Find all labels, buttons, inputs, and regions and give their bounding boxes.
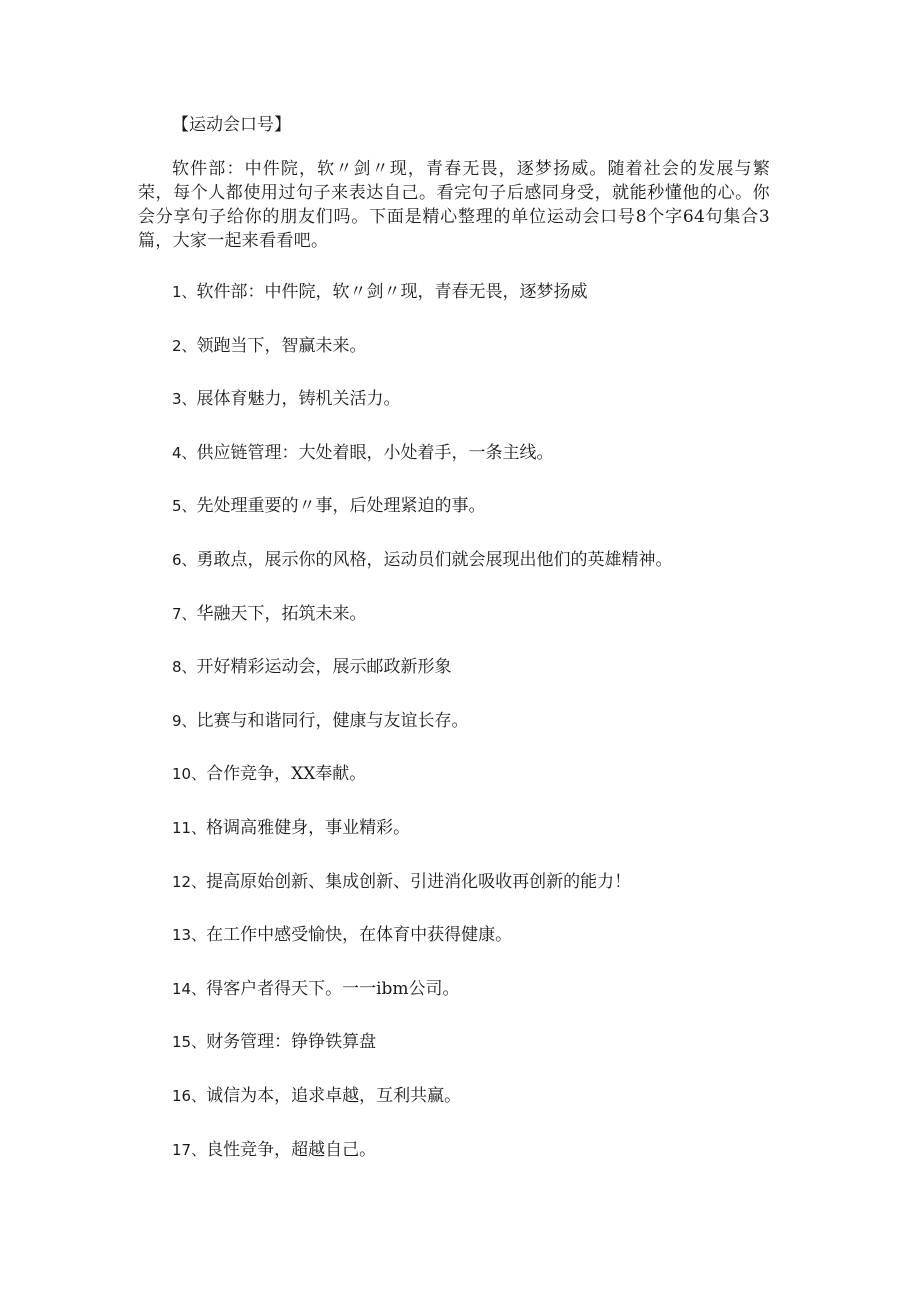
document-title: 【运动会口号】 [172, 115, 291, 135]
slogan-number: 8、 [172, 658, 197, 677]
slogan-text: 软件部：中件院，软〃剑〃现，青春无畏，逐梦扬威 [196, 282, 588, 302]
slogan-text: 勇敢点，展示你的风格，运动员们就会展现出他们的英雄精神。 [196, 549, 673, 570]
slogan-item [172, 923, 772, 977]
slogan-item [172, 387, 772, 441]
slogan-number: 17、 [172, 1140, 207, 1159]
slogan-item [172, 1084, 772, 1138]
slogan-number: 3、 [172, 390, 197, 409]
slogan-text: 在工作中感受愉快，在体育中获得健康。 [206, 925, 513, 946]
slogan-item [172, 762, 772, 816]
slogan-number: 5、 [172, 497, 197, 516]
slogan-number: 15、 [172, 1033, 207, 1052]
slogan-text: 良性竞争，超越自己。 [206, 1139, 377, 1160]
slogan-number: 10、 [172, 765, 207, 784]
slogan-number: 1、 [172, 283, 197, 301]
slogan-number: 6、 [172, 550, 197, 569]
slogan-text: 格调高雅健身，事业精彩。 [206, 817, 411, 838]
slogan-text: 比赛与和谐同行，健康与友谊长存。 [196, 710, 469, 731]
slogan-item [172, 494, 772, 548]
slogan-item [172, 655, 772, 709]
slogan-item [172, 1030, 772, 1084]
slogan-number: 14、 [172, 979, 207, 998]
intro-paragraph: 软件部：中件院，软〃剑〃现，青春无畏，逐梦扬威。随着社会的发展与繁荣，每个人都使用过句子来表达自己。看完句子后感同身受，就能秒懂他的心。你会分享句子给你的朋友们吗。下面是精心整理的单位运动会口号8个字64句集合3篇，大家一起来看看吧。 [138, 159, 770, 251]
slogan-text: 华融天下，拓筑未来。 [196, 603, 367, 624]
slogan-number: 11、 [172, 818, 207, 837]
slogan-item [172, 816, 772, 870]
slogan-text: 供应链管理：大处着眼，小处着手，一条主线。 [196, 442, 554, 463]
slogan-number: 7、 [172, 604, 197, 623]
slogan-text: 先处理重要的〃事，后处理紧迫的事。 [196, 496, 486, 517]
slogan-number: 2、 [172, 336, 197, 355]
slogan-list [172, 280, 772, 1191]
slogan-item [172, 977, 772, 1031]
slogan-text: 开好精彩运动会，展示邮政新形象 [196, 657, 452, 678]
slogan-item [172, 441, 772, 495]
slogan-item [172, 548, 772, 602]
slogan-text: 领跑当下，智赢未来。 [196, 335, 367, 356]
slogan-item [172, 709, 772, 763]
slogan-item [172, 602, 772, 656]
slogan-text: 合作竞争，XX奉献。 [206, 764, 367, 785]
slogan-text: 展体育魅力，铸机关活力。 [196, 389, 401, 410]
slogan-item [172, 1138, 772, 1192]
slogan-number: 12、 [172, 872, 207, 891]
slogan-number: 9、 [172, 711, 197, 730]
slogan-number: 4、 [172, 443, 197, 462]
slogan-item [172, 280, 772, 334]
slogan-text: 得客户者得天下。一一ibm公司。 [206, 978, 460, 999]
slogan-number: 16、 [172, 1086, 207, 1105]
slogan-number: 13、 [172, 926, 207, 945]
slogan-text: 提高原始创新、集成创新、引进消化吸收再创新的能力！ [206, 871, 632, 892]
slogan-item [172, 334, 772, 388]
slogan-text: 财务管理：铮铮铁算盘 [206, 1032, 377, 1053]
slogan-text: 诚信为本，追求卓越，互利共赢。 [206, 1085, 462, 1106]
slogan-item [172, 870, 772, 924]
